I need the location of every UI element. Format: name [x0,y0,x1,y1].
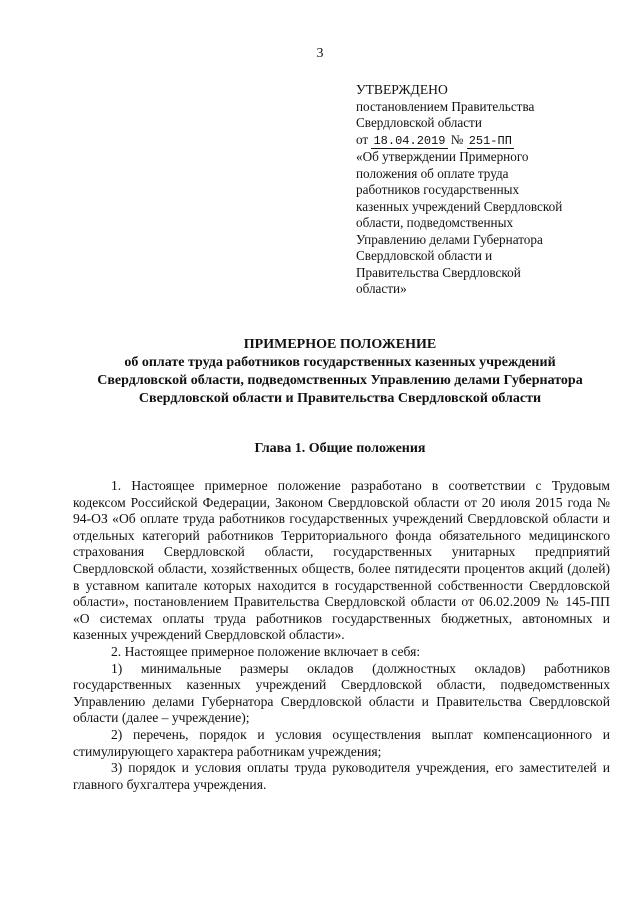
approval-title-line: работников государственных [356,182,520,197]
paragraph: 1. Настоящее примерное положение разработано в соответствии с Трудовым кодексом Российской Федерации, Законом Свердловской области от 20 июля 2015 года № 94-ОЗ «Об оплате труда работников государственных учреждений Свердловской области и отдельных категорий работников Территориального фонда обязательного медицинского страхования Свердловской области, государственных унитарных предприятий Свердловской области, хозяйственных обществ, более пятидесяти процентов акций (долей) в уставном капитале которых находится в государственной собственности Свердловской области», постановлением Правительства Свердловской области от 06.02.2009 № 145-ПП «О системах оплаты труда работников государственных бюджетных, автономных и казенных учреждений Свердловской области». [73,478,610,643]
paragraph: 2) перечень, порядок и условия осуществления выплат компенсационного и стимулирующего характера работникам учреждения; [73,726,610,759]
document-title [60,336,620,408]
paragraph: 3) порядок и условия оплаты труда руководителя учреждения, его заместителей и главного бухгалтера учреждения. [73,760,610,792]
number-prefix: № [450,131,464,147]
document-title-heading: ПРИМЕРНОЕ ПОЛОЖЕНИЕ [243,337,437,352]
document-title-line: об оплате труда работников государственных казенных учреждений [124,355,556,370]
approval-title-line: Управлению делами Губернатора [356,231,543,247]
body-text [73,478,610,793]
approval-heading: УТВЕРЖДЕНО [356,82,448,97]
approval-line: Свердловской области [356,115,482,130]
approval-title-line: области» [356,281,407,296]
paragraph: 2. Настоящее примерное положение включает в себя: [111,643,421,659]
approval-title-line: Свердловской области и [356,248,493,263]
date-prefix: от [356,131,369,147]
approval-title-line: положения об оплате труда [356,165,509,181]
paragraph: 1) минимальные размеры окладов (должностных окладов) работников государственных казенных учреждений Свердловской области, подведомственных Управлению делами Губернатора Свердловской области и Правительства Свердловской области (далее – учреждение); [73,660,610,726]
approval-line: постановлением Правительства [356,98,535,114]
page-number: 3 [316,46,324,61]
document-title-line: Свердловской области и Правительства Свердловской области [138,391,542,406]
approval-title-line: области, подведомственных [356,215,514,230]
approval-title-line: казенных учреждений Свердловской [356,198,563,214]
approval-block [356,82,616,298]
document-title-line: Свердловской области, подведомственных Управлению делами Губернатора [97,373,583,388]
approval-number: 251-ПП [468,133,512,148]
chapter-title: Глава 1. Общие положения [254,441,426,456]
approval-date-number [356,132,616,150]
approval-title-line: Правительства Свердловской [356,264,521,280]
approval-date: 18.04.2019 [373,133,446,148]
approval-title-line: «Об утверждении Примерного [356,149,529,164]
